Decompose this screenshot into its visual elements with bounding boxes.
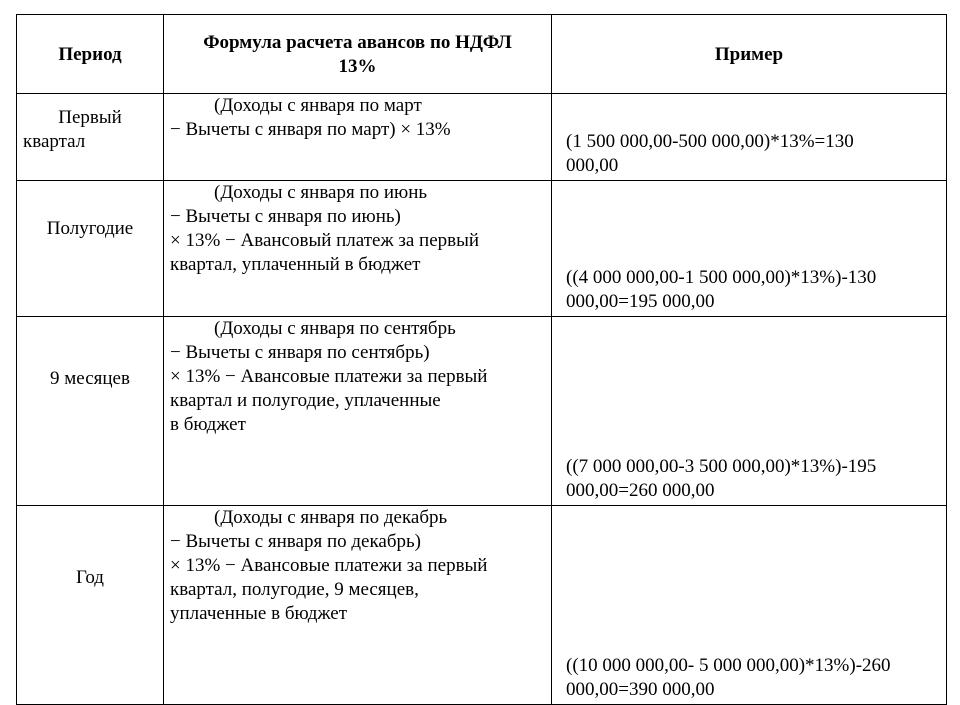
formula-line: уплаченные в бюджет [170,603,347,624]
period-line1: 9 месяцев [50,368,130,389]
formula-line: (Доходы с января по сентябрь [214,318,456,339]
example-line: 000,00 [566,155,619,176]
period-cell [17,94,164,181]
example-line: ((10 000 000,00- 5 000 000,00)*13%)-260 [566,655,891,676]
example-cell [552,317,947,506]
period-line1: Первый [58,107,122,128]
formula-line: квартал и полугодие, уплаченные [170,390,441,411]
formula-line: квартал, уплаченный в бюджет [170,254,421,275]
period-cell [17,506,164,705]
header-example [552,15,947,94]
formula-cell [164,181,552,317]
header-period-text: Период [58,44,122,65]
formula-line: в бюджет [170,414,246,435]
header-period [17,15,164,94]
example-line: ((7 000 000,00-3 500 000,00)*13%)-195 [566,456,877,477]
formula-line: (Доходы с января по июнь [214,182,428,203]
example-cell [552,506,947,705]
table-row [17,94,947,181]
formula-line: − Вычеты с января по июнь) [170,206,401,227]
period-line1: Год [76,567,104,588]
example-line: 000,00=390 000,00 [566,679,715,700]
formula-line: − Вычеты с января по декабрь) [170,531,421,552]
table-row [17,317,947,506]
header-formula [164,15,552,94]
example-line: ((4 000 000,00-1 500 000,00)*13%)-130 [566,267,877,288]
example-cell [552,181,947,317]
formula-cell [164,317,552,506]
table-row [17,181,947,317]
ndfl-advance-table [16,14,947,705]
formula-line: × 13% − Авансовые платежи за первый [170,555,488,576]
period-line1: Полугодие [46,218,134,239]
header-example-text: Пример [714,44,784,65]
formula-line: × 13% − Авансовый платеж за первый [170,230,480,251]
header-formula-line2: 13% [338,56,377,77]
period-cell [17,181,164,317]
example-line: (1 500 000,00-500 000,00)*13%=130 [566,131,854,152]
formula-line: × 13% − Авансовые платежи за первый [170,366,488,387]
period-line2: квартал [23,131,86,152]
table-header-row [17,15,947,94]
formula-cell [164,94,552,181]
example-line: 000,00=260 000,00 [566,480,715,501]
formula-line: квартал, полугодие, 9 месяцев, [170,579,419,600]
period-cell [17,317,164,506]
formula-cell [164,506,552,705]
header-formula-line1: Формула расчета авансов по НДФЛ [203,32,512,53]
formula-line: (Доходы с января по март [214,95,422,116]
formula-line: (Доходы с января по декабрь [214,507,448,528]
formula-line: − Вычеты с января по март) × 13% [170,119,451,140]
formula-line: − Вычеты с января по сентябрь) [170,342,430,363]
example-line: 000,00=195 000,00 [566,291,715,312]
example-cell [552,94,947,181]
table-row [17,506,947,705]
